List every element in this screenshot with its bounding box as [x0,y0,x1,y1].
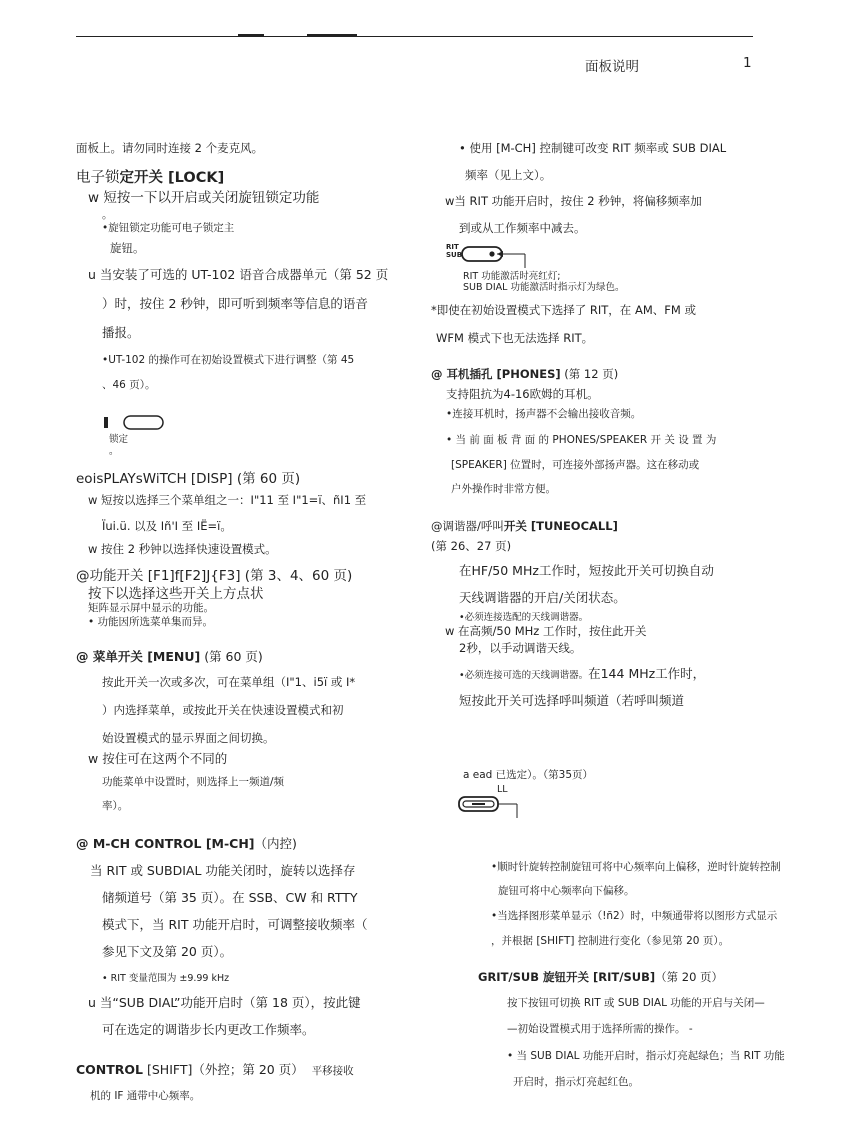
text-line: u 当“SUB DIAL”功能开启时（第 18 页），按此键 [88,995,361,1010]
text-line: •旋钮锁定功能可电子锁定主 [102,222,235,234]
heading-part: @ 菜单开关 [MENU] [76,649,201,664]
section-heading-tuner [431,518,618,534]
text-line: 功能菜单中设置时，则选择上一频道/频 [102,776,285,788]
text-line: 旋钮可将中心频率向下偏移。 [498,885,635,897]
text-line: • 当 前 面 板 背 面 的 PHONES/SPEAKER 开 关 设 置 为 [446,434,717,446]
text-line: w 按住 2 秒钟以选择快速设置模式。 [88,542,277,556]
text-line: •必须连接选配的天线调谐器。 [459,612,589,623]
heading-part: （第 20 页） [655,970,724,984]
heading-part: [SHIFT]（外控；第 20 页） [143,1062,304,1077]
heading-part: (第 60 页) [200,649,263,664]
heading-part: @ M-CH CONTROL [M-CH] [76,836,255,851]
rit-label: RIT [446,243,459,251]
heading-part: CONTROL [76,1062,144,1077]
text-line: •当选择图形菜单显示（!ñ2）时，中频通带将以图形方式显示 [491,910,778,922]
text-line: 按此开关一次或多次，可在菜单组（I"1、i5ï 或 I* [102,675,356,689]
text-line: [SPEAKER] 位置时，可连接外部扬声器。这在移动或 [451,459,700,471]
heading-part: @调谐器/呼叫 [431,519,504,533]
heading-part: GRIT/SUB 旋钮开关 [RIT/SUB] [478,970,656,984]
text-line: 到或从工作频率中减去。 [459,221,586,235]
shift-knob-icon [458,796,520,820]
section-heading-phones [431,366,618,382]
text-part: •必须连接可选的天线调谐器。 [459,670,589,681]
rit-sub-label [446,243,462,259]
header-tab-mark [307,34,357,36]
text-line: ，并根据 [SHIFT] 控制进行变化（参见第 20 页）。 [491,935,730,947]
text-line: • 使用 [M-CH] 控制键可改变 RIT 频率或 SUB DIAL [459,141,727,155]
section-heading-menu [76,647,263,665]
sub-label: SUB [446,251,463,259]
text-line: 播报。 [102,325,140,340]
text-line: 可在选定的调谐步长内更改工作频率。 [102,1022,315,1037]
text-line: 支持阻抗为4-16欧姆的耳机。 [446,387,599,401]
text-line: 频率（见上文）。 [465,168,552,182]
heading-part: 定开关 [LOCK] [119,170,225,186]
section-heading-rit-sub [478,969,723,985]
text-line: Ïui.ü. 以及 Iñ'I 至 IË=ï。 [102,519,232,533]
text-line: (第 26、27 页) [431,539,512,553]
text-line: •UT-102 的操作可在初始设置模式下进行调整（第 45 [102,354,355,366]
text-line: 、46 页）。 [102,379,156,391]
text-line: 短按此开关可选择呼叫频道（若呼叫频道 [459,693,685,708]
text-line: a ead 已选定）。（第35页） [463,769,594,781]
text-line: ）时，按住 2 秒钟，即可听到频率等信息的语音 [102,296,368,311]
heading-part: (第 12 页) [560,367,619,381]
text-line: 户外操作时非常方便。 [451,483,556,495]
heading-part: 开关 [TUNEOCALL] [503,519,618,533]
text-line: 。 [102,209,113,221]
text-line: 率）。 [102,800,129,812]
text-line: w 按住可在这两个不同的 [88,751,228,766]
text-line: 开启时，指示灯亮起红色。 [513,1076,639,1088]
rit-sub-button-icon [461,246,531,268]
text-line: 在HF/50 MHz工作时，短按此开关可切换自动 [459,563,714,578]
lock-button-icon [104,415,164,431]
heading-part: @ 耳机插孔 [PHONES] [431,367,561,381]
section-heading-disp: eoisPLAYsWiTCH [DISP] (第 60 页) [76,471,301,487]
text-line [459,663,705,682]
text-line: 参见下文及第 20 页）。 [102,944,233,959]
heading-part: 平移接收 [311,1065,354,1077]
text-line: w 在高频/50 MHz 工作时，按住此开关 [445,624,647,638]
text-line: u 当安装了可选的 UT-102 语音合成器单元（第 52 页 [88,267,389,282]
text-line: LL [497,784,508,795]
header-rule [76,36,753,37]
text-line: RIT 功能激活时亮红灯; [463,271,561,282]
text-line: w 短按以选择三个菜单组之一：I"11 至 I"1=ï、ñI1 至 [88,493,367,507]
text-line: 。 [109,446,119,457]
text-line: WFM 模式下也无法选择 RIT。 [436,331,594,345]
section-heading-function: @功能开关 [F1]f[F2]J{F3] (第 3、4、60 页) [76,568,353,584]
text-line: w当 RIT 功能开启时，按住 2 秒钟，将偏移频率加 [445,194,702,208]
text-line: 机的 IF 通带中心频率。 [90,1090,201,1102]
page-title: 面板说明 [585,59,639,75]
text-line: 2秒，以手动调谐天线。 [459,641,582,655]
text-line: SUB DIAL 功能激活时指示灯为绿色。 [463,282,625,293]
section-heading-mch [76,834,297,852]
text-line: • 功能因所选菜单集而异。 [88,616,214,628]
text-line: •顺时针旋转控制旋钮可将中心频率向上偏移，逆时针旋转控制 [491,861,781,873]
text-line: 储频道号（第 35 页）。在 SSB、CW 和 RTTY [102,890,358,905]
text-line: 模式下，当 RIT 功能开启时，可调整接收频率（ [102,917,368,932]
text-line: 面板上。请勿同时连接 2 个麦克风。 [76,141,264,155]
text-line: ）内选择菜单，或按此开关在快速设置模式和初 [102,703,344,717]
heading-part: 电子锁 [76,170,120,186]
text-line: 始设置模式的显示界面之间切换。 [102,731,275,745]
text-line: —初始设置模式用于选择所需的操作。 - [507,1023,693,1035]
section-heading-lock [76,166,224,187]
text-line: 当 RIT 或 SUBDIAL 功能关闭时，旋转以选择存 [90,863,356,878]
text-line: w 短按一下以开启或关闭旋钮锁定功能 [88,190,320,206]
text-line: 天线调谐器的开启/关闭状态。 [459,590,626,605]
text-line: • RIT 变量范围为 ±9.99 kHz [102,973,230,984]
text-line: 按下按钮可切换 RIT 或 SUB DIAL 功能的开启与关闭— [507,997,765,1009]
section-heading-shift [76,1060,354,1078]
text-line: 按下以选择这些开关上方点状 [88,586,264,602]
text-line: • 当 SUB DIAL 功能开启时，指示灯亮起绿色；当 RIT 功能 [507,1050,785,1062]
text-line: 旋钮。 [110,241,145,255]
text-line: •连接耳机时，扬声器不会输出接收音频。 [446,408,642,420]
header-tab-mark [238,34,264,36]
text-part: 在144 MHz工作时， [588,666,706,681]
lock-label: 锁定 [109,434,129,445]
text-line: 矩阵显示屏中显示的功能。 [88,602,214,614]
text-line: *即使在初始设置模式下选择了 RIT，在 AM、FM 或 [431,303,696,317]
heading-part: （内控) [254,836,297,851]
page-number: 1 [743,55,752,71]
